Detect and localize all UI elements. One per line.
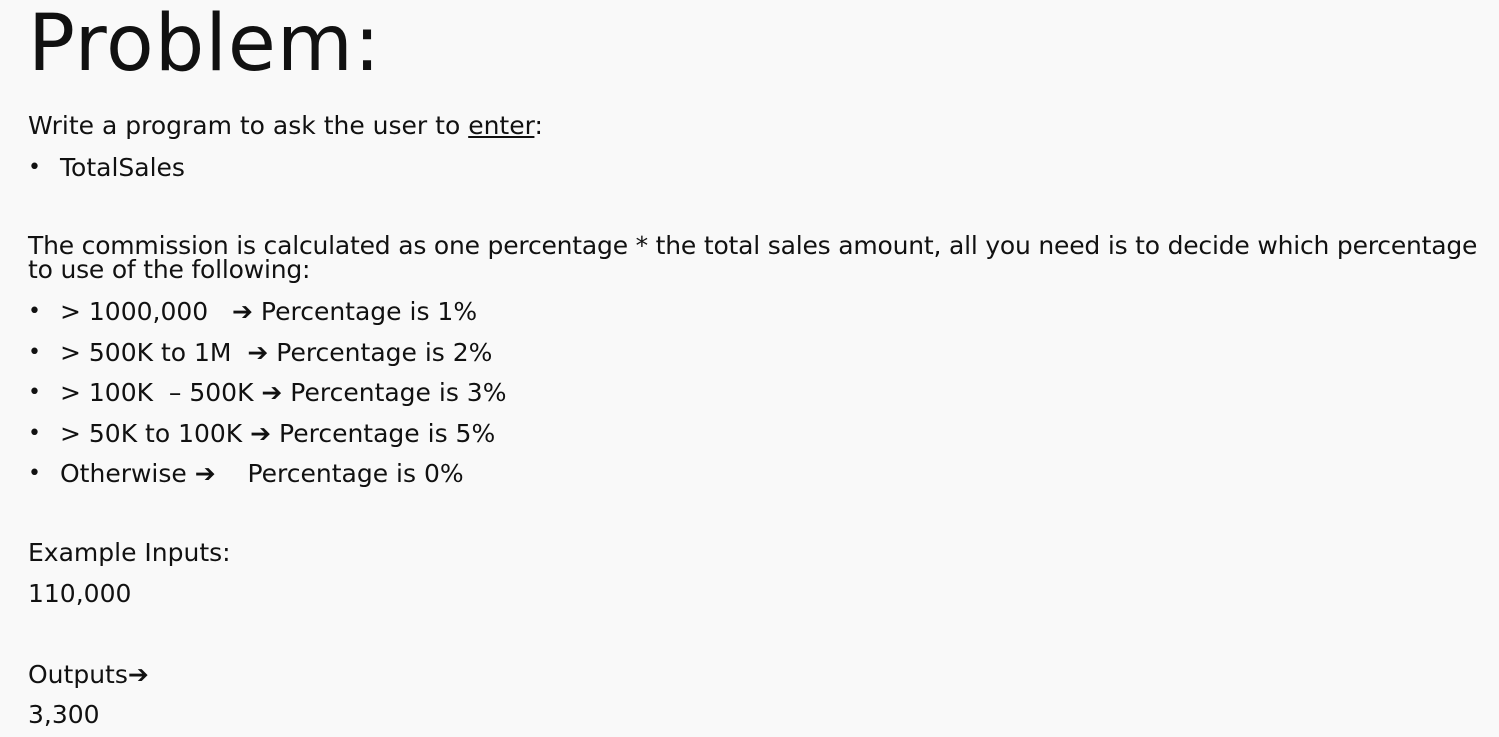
rule-list-item	[28, 337, 492, 369]
rule-text: > 100K – 500K ➔ Percentage is 3%	[60, 378, 507, 407]
rule-list-item	[28, 296, 477, 328]
example-inputs-label: Example Inputs:	[28, 538, 231, 567]
page-title: Problem:	[28, 0, 382, 89]
description-line-2: to use of the following:	[28, 255, 311, 284]
outputs-value: 3,300	[28, 700, 100, 729]
input-list-item-label: TotalSales	[60, 153, 185, 182]
intro-text	[28, 112, 543, 140]
rule-list-item	[28, 458, 464, 490]
intro-suffix: :	[534, 111, 543, 140]
bullet-icon: •	[28, 155, 41, 180]
example-inputs-value: 110,000	[28, 579, 132, 608]
intro-underlined-word: enter	[468, 111, 535, 140]
rule-list-item	[28, 418, 495, 450]
bullet-icon: •	[28, 299, 41, 324]
intro-prefix: Write a program to ask the user to	[28, 111, 469, 140]
bullet-icon: •	[28, 421, 41, 446]
bullet-icon: •	[28, 461, 41, 486]
rule-text: Otherwise ➔ Percentage is 0%	[60, 459, 464, 488]
rule-list-item	[28, 377, 506, 409]
description-line-1: The commission is calculated as one percentage * the total sales amount, all you need is to decide which percentage	[28, 231, 1478, 260]
rule-text: > 50K to 100K ➔ Percentage is 5%	[60, 419, 496, 448]
rule-text: > 1000,000 ➔ Percentage is 1%	[60, 297, 478, 326]
bullet-icon: •	[28, 340, 41, 365]
input-list-item	[28, 152, 185, 184]
bullet-icon: •	[28, 380, 41, 405]
rule-text: > 500K to 1M ➔ Percentage is 2%	[60, 338, 493, 367]
outputs-label: Outputs➔	[28, 660, 149, 689]
